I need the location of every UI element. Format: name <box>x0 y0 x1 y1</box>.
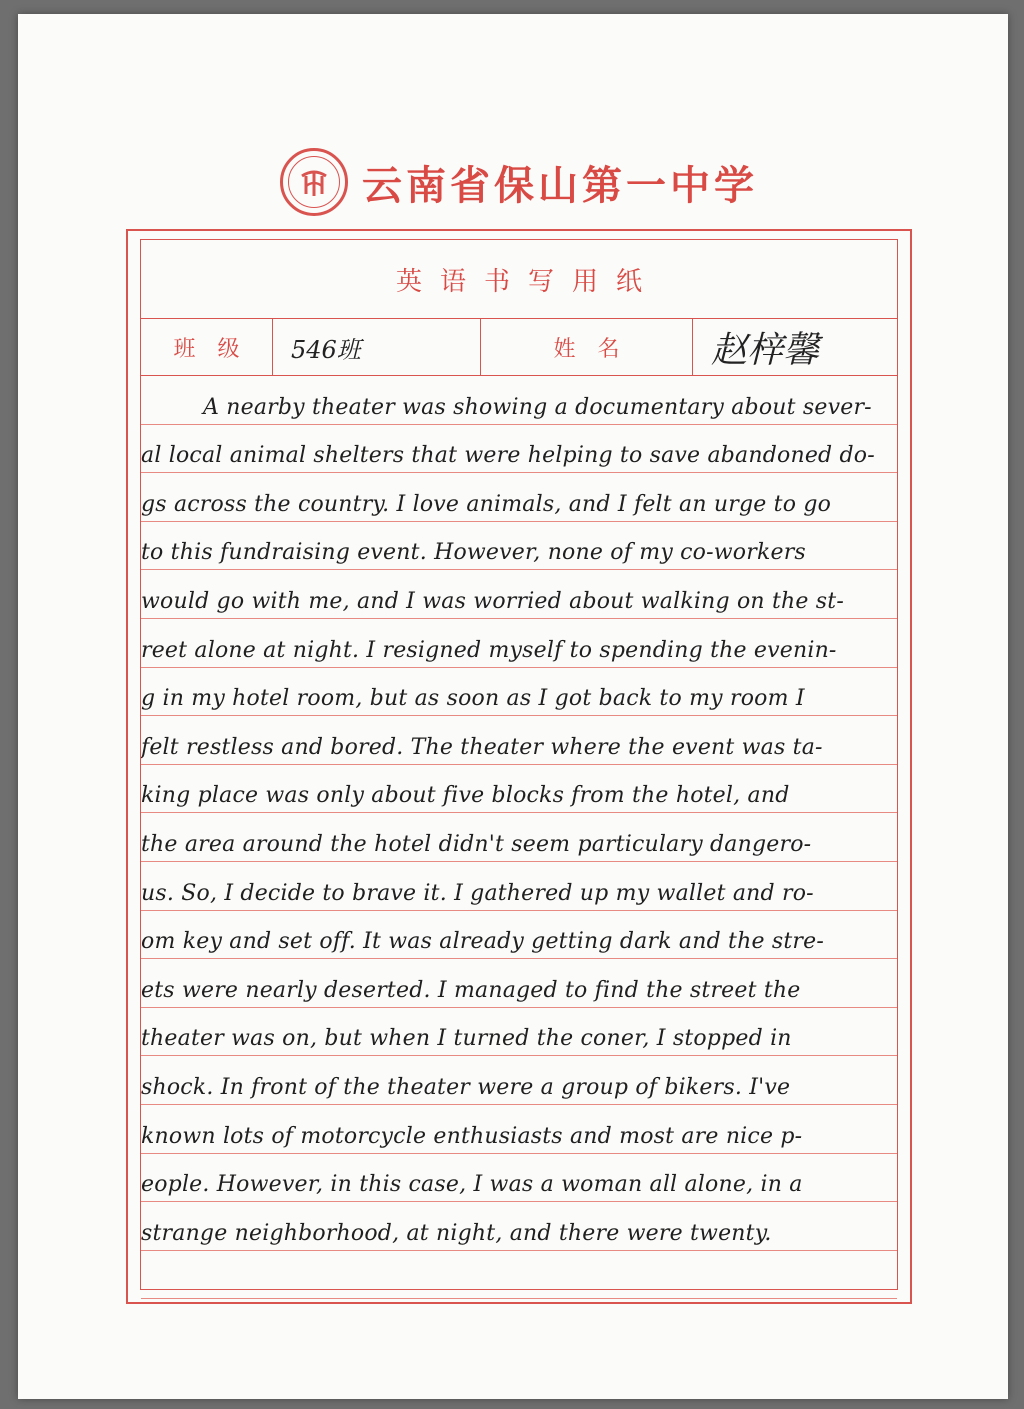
name-label: 姓名 <box>481 319 693 375</box>
essay-line: g in my hotel room, but as soon as I got back to my room I <box>141 668 897 717</box>
sheet-title: 英语书写用纸 <box>395 266 660 297</box>
paper-sheet <box>18 14 1008 1399</box>
school-header <box>280 147 760 217</box>
essay-line: gs across the country. I love animals, and I felt an urge to go <box>141 473 897 522</box>
class-label: 班级 <box>141 319 273 375</box>
writing-grid <box>140 239 898 1290</box>
essay-line: shock. In front of the theater were a group of bikers. I've <box>141 1056 897 1105</box>
essay-line: A nearby theater was showing a documentary about sever- <box>141 376 897 425</box>
writing-frame <box>126 229 912 1304</box>
essay-line: reet alone at night. I resigned myself to spending the evenin- <box>141 619 897 668</box>
essay-line: us. So, I decide to brave it. I gathered up my wallet and ro- <box>141 862 897 911</box>
essay-line: ets were nearly deserted. I managed to find the street the <box>141 959 897 1008</box>
essay-line: would go with me, and I was worried about walking on the st- <box>141 570 897 619</box>
essay-line: theater was on, but when I turned the coner, I stopped in <box>141 1008 897 1057</box>
essay-line <box>141 1251 897 1300</box>
school-seal-icon <box>280 148 348 216</box>
essay-line: felt restless and bored. The theater where the event was ta- <box>141 716 897 765</box>
student-info-row <box>141 319 897 376</box>
essay-line: the area around the hotel didn't seem particulary dangero- <box>141 813 897 862</box>
essay-line: known lots of motorcycle enthusiasts and most are nice p- <box>141 1105 897 1154</box>
essay-line: eople. However, in this case, I was a woman all alone, in a <box>141 1154 897 1203</box>
essay-line: king place was only about five blocks from the hotel, and <box>141 765 897 814</box>
essay-line: strange neighborhood, at night, and there were twenty. <box>141 1202 897 1251</box>
class-value: 546班 <box>273 319 481 375</box>
essay-line: to this fundraising event. However, none of my co-workers <box>141 522 897 571</box>
essay-line: om key and set off. It was already getting dark and the stre- <box>141 911 897 960</box>
essay-body <box>141 376 897 1299</box>
essay-line: al local animal shelters that were helping to save abandoned do- <box>141 425 897 474</box>
sheet-title-row <box>141 240 897 319</box>
name-value: 赵梓馨 <box>711 329 820 371</box>
school-name: 云南省保山第一中学 <box>362 161 758 209</box>
